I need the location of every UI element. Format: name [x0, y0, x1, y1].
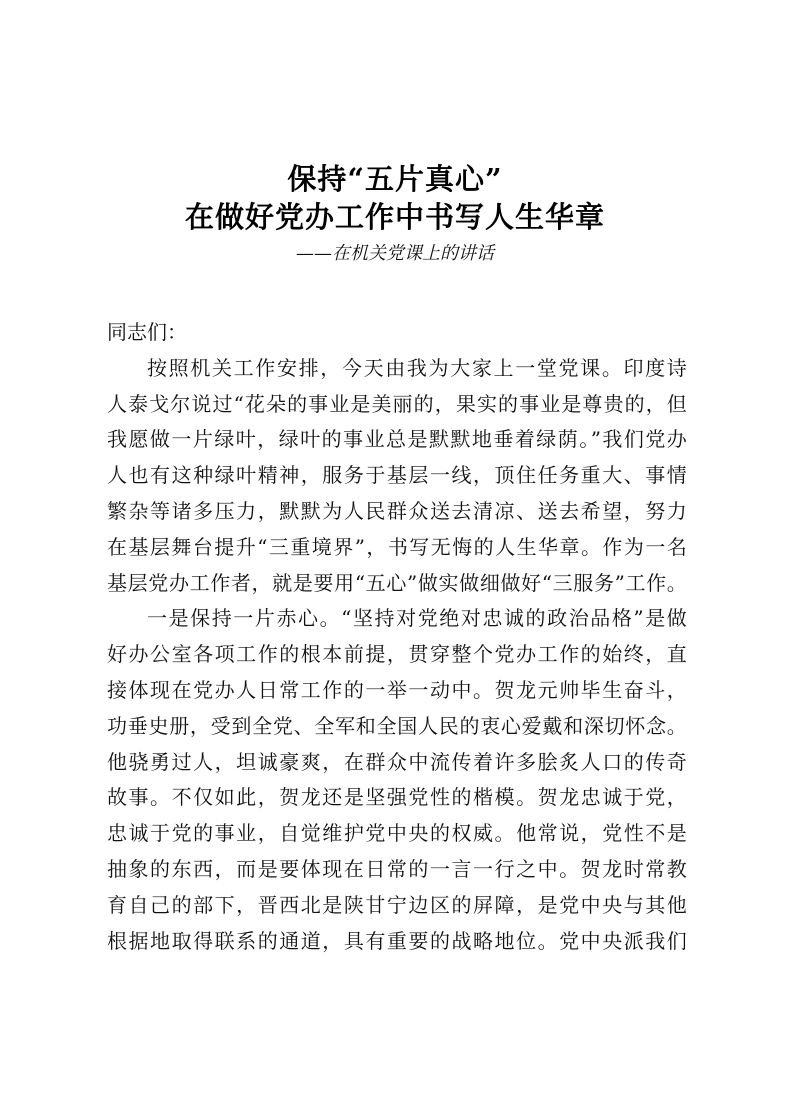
salutation: 同志们：	[107, 320, 187, 344]
document-title-line-2: 在做好党办工作中书写人生华章	[184, 200, 605, 234]
paragraph-2-first-line	[107, 601, 687, 637]
document-title-line-1: 保持“五片真心”	[287, 162, 503, 196]
paragraph-2-line: 功垂史册，受到全党、全军和全国人民的衷心爱戴和深切怀念。	[107, 713, 687, 738]
document-body	[107, 315, 687, 959]
paragraph-1-line: 人泰戈尔说过“花朵的事业是美丽的，果实的事业是尊贵的，但	[107, 391, 687, 416]
paragraph-2-line: 故事。不仅如此，贺龙还是坚强党性的楷模。贺龙忠诚于党，	[107, 785, 687, 810]
paragraph-1-line: 繁杂等诸多压力，默默为人民群众送去清凉、送去希望，努力	[107, 498, 687, 523]
paragraph-2	[107, 601, 687, 959]
document-subtitle: ——在机关党课上的讲话	[296, 243, 494, 264]
title-block	[0, 160, 790, 268]
paragraph-1-line: 我愿做一片绿叶，绿叶的事业总是默默地垂着绿荫。”我们党办	[107, 427, 687, 452]
paragraph-2-line: 他骁勇过人，坦诚豪爽，在群众中流传着许多脍炙人口的传奇	[107, 749, 687, 774]
paragraph-2-line: 育自己的部下，晋西北是陕甘宁边区的屏障，是党中央与其他	[107, 892, 687, 917]
paragraph-2-line: 抽象的东西，而是要体现在日常的一言一行之中。贺龙时常教	[107, 856, 687, 881]
paragraph-2-line: 接体现在党办人日常工作的一举一动中。贺龙元帅毕生奋斗，	[107, 677, 687, 702]
paragraph-2-line: 好办公室各项工作的根本前提，贯穿整个党办工作的始终，直	[107, 642, 687, 667]
paragraph-1	[107, 351, 687, 602]
paragraph-1-line: 在基层舞台提升“三重境界”，书写无悔的人生华章。作为一名	[107, 534, 687, 559]
paragraph-1-line: 基层党办工作者，就是要用“五心”做实做细做好“三服务”工作。	[107, 570, 687, 595]
paragraph-2-line: 忠诚于党的事业，自觉维护党中央的权威。他常说，党性不是	[107, 821, 687, 846]
paragraph-1-line: 按照机关工作安排，今天由我为大家上一堂党课。印度诗	[147, 355, 687, 380]
paragraph-2-heading: 一是保持一片赤心。	[147, 606, 342, 631]
paragraph-2-line: 根据地取得联系的通道，具有重要的战略地位。党中央派我们	[107, 928, 687, 953]
paragraph-2-first-line-rest: “坚持对党绝对忠诚的政治品格”是做	[341, 606, 687, 631]
paragraph-1-line: 人也有这种绿叶精神，服务于基层一线，顶住任务重大、事情	[107, 463, 687, 488]
